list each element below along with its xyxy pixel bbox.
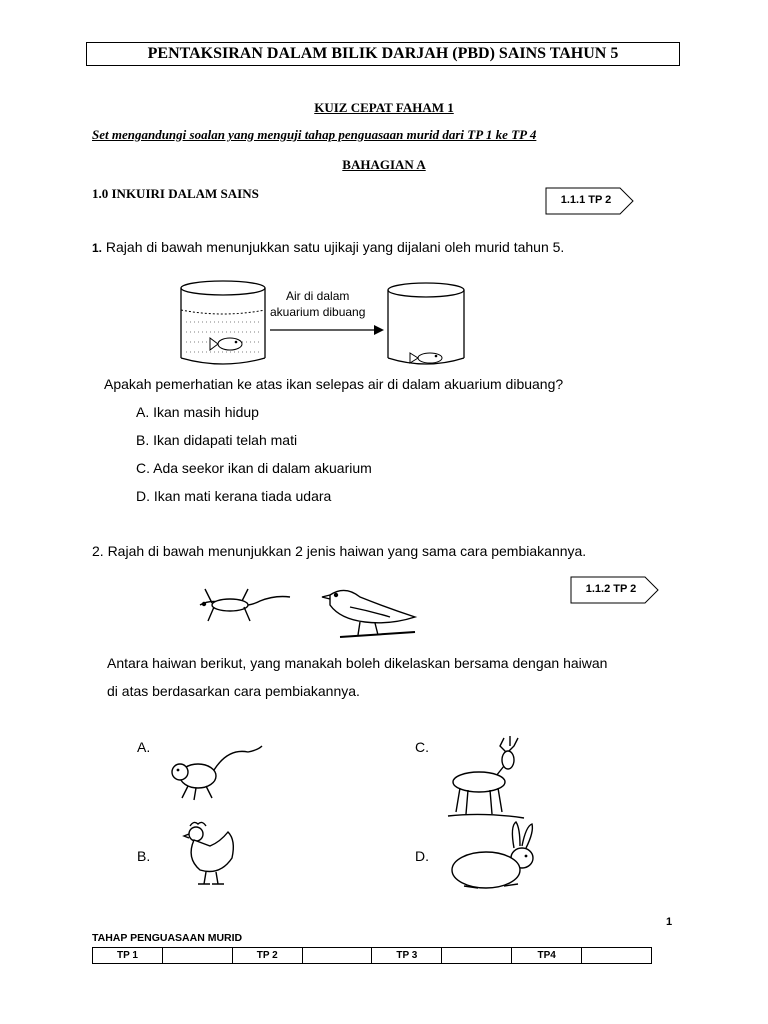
- aquarium-full-icon: [181, 281, 265, 364]
- reference-animals-figure: [190, 577, 420, 643]
- tp3-label: TP 3: [372, 948, 442, 964]
- mastery-level-table: [92, 947, 652, 964]
- page-header: PENTAKSIRAN DALAM BILIK DARJAH (PBD) SAINS TAHUN 5: [86, 42, 680, 66]
- skill-tag-q2: [570, 576, 660, 603]
- quiz-subtitle: Set mengandungi soalan yang menguji tahap penguasaan murid dari TP 1 ke TP 4: [92, 127, 537, 142]
- deer-icon[interactable]: [444, 732, 534, 824]
- tp1-box[interactable]: [162, 948, 232, 964]
- tp4-box[interactable]: [582, 948, 652, 964]
- tp2-label: TP 2: [232, 948, 302, 964]
- topic-heading: 1.0 INKUIRI DALAM SAINS: [92, 186, 259, 201]
- question-2-prompt-line1: Antara haiwan berikut, yang manakah boleh dikelaskan bersama dengan haiwan: [107, 655, 608, 671]
- option-c[interactable]: C.: [415, 739, 429, 755]
- chicken-icon[interactable]: [180, 818, 240, 890]
- rabbit-icon[interactable]: [444, 818, 539, 894]
- tp4-label: TP4: [512, 948, 582, 964]
- tp1-label: TP 1: [93, 948, 163, 964]
- lizard-icon: [200, 589, 290, 621]
- option-b[interactable]: B. Ikan didapati telah mati: [136, 432, 298, 448]
- question-1: [92, 239, 564, 255]
- tp2-box[interactable]: [302, 948, 372, 964]
- skill-tag-q1: [545, 187, 635, 214]
- quiz-title: KUIZ CEPAT FAHAM 1: [314, 100, 454, 115]
- question-1-prompt: Apakah pemerhatian ke atas ikan selepas air di dalam akuarium dibuang?: [104, 376, 564, 392]
- option-d[interactable]: D.: [415, 848, 429, 864]
- option-c[interactable]: C. Ada seekor ikan di dalam akuarium: [136, 460, 372, 476]
- question-2: 2. Rajah di bawah menunjukkan 2 jenis haiwan yang sama cara pembiakannya.: [92, 543, 587, 559]
- tp3-box[interactable]: [442, 948, 512, 964]
- figure-label-line2: akuarium dibuang: [270, 305, 366, 319]
- option-b[interactable]: B.: [137, 848, 151, 864]
- bird-icon: [322, 590, 415, 637]
- question-2-prompt-line2: di atas berdasarkan cara pembiakannya.: [107, 683, 360, 699]
- option-a[interactable]: A.: [137, 739, 151, 755]
- skill-tag-label: 1.1.1 TP 2: [560, 194, 612, 206]
- option-d[interactable]: D. Ikan mati kerana tiada udara: [136, 488, 332, 504]
- option-a[interactable]: A. Ikan masih hidup: [136, 404, 259, 420]
- question-number: 1.: [92, 241, 103, 255]
- monkey-icon[interactable]: [168, 738, 268, 808]
- question-text: Rajah di bawah menunjukkan satu ujikaji yang dijalani oleh murid tahun 5.: [105, 239, 565, 255]
- mastery-level-label: TAHAP PENGUASAAN MURID: [92, 932, 243, 944]
- page-number: 1: [666, 916, 673, 928]
- section-title: BAHAGIAN A: [342, 157, 426, 172]
- figure-label-line1: Air di dalam: [286, 289, 350, 303]
- aquarium-empty-icon: [388, 283, 464, 364]
- aquarium-figure: [178, 278, 474, 370]
- arrow-icon: [270, 325, 384, 335]
- skill-tag-label: 1.1.2 TP 2: [585, 583, 637, 595]
